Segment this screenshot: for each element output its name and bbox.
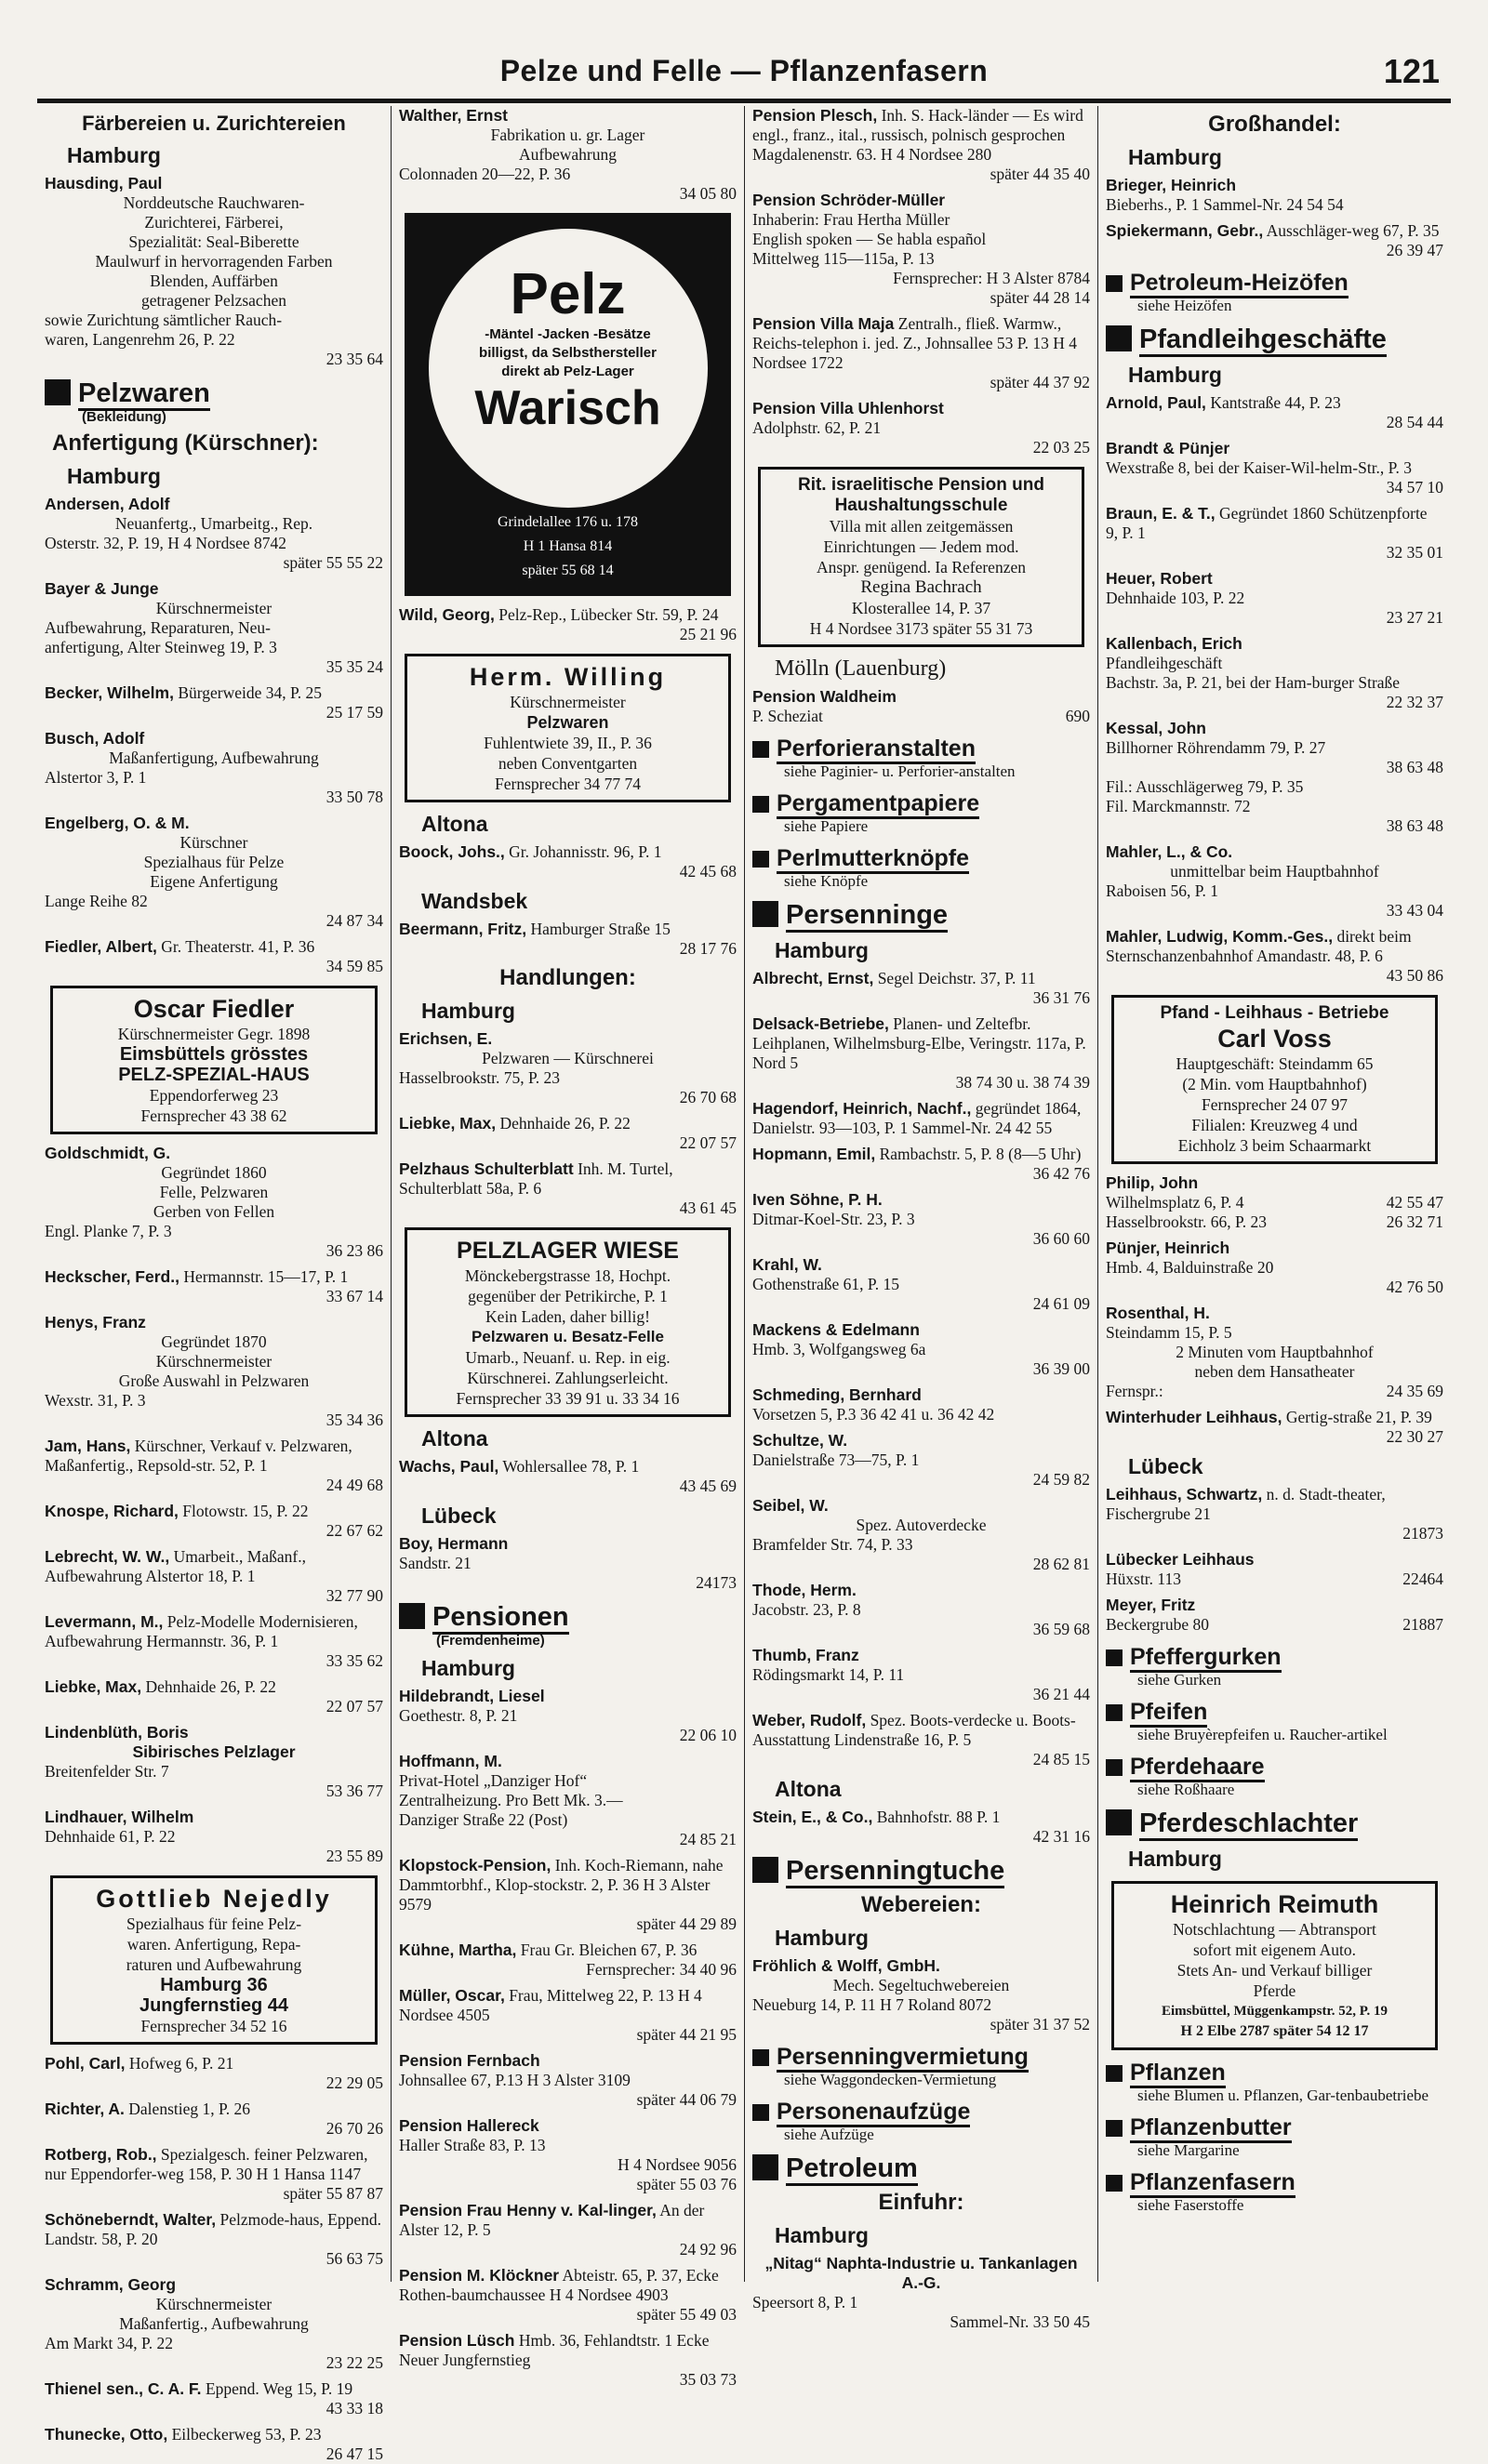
list-item: „Nitag“ Naphta-Industrie u. Tankanlagen A.-G. Speersort 8, P. 1 Sammel-Nr. 33 50 45 [752,2254,1090,2331]
section-header: Persenninge [752,900,1090,931]
section-header: Persenningvermietung siehe Waggondecken-Vermietung [752,2044,1090,2089]
advert-israelitische-pension: Rit. israelitische Pension und Haushaltungsschule Villa mit allen zeitgemässen Einrichtungen — Jedem mod. Anspr. genügend. Ia Referenzen Regina Bachrach Klosterallee 14, P. 37 H 4 Nordsee 3173 später 55 31 73 [758,467,1084,647]
city-heading: Lübeck [1128,1454,1203,1478]
list-item: Henys, Franz Gegründet 1870 Kürschnermeister Große Auswahl in Pelzwaren Wexstr. 31, P. 3 35 34 36 [45,1313,383,1429]
list-item: Beermann, Fritz, Hamburger Straße 15 28 17 76 [399,920,737,958]
list-item: Weber, Rudolf, Spez. Boots-verdecke u. Boots-Ausstattung Lindenstraße 16, P. 5 24 85 15 [752,1711,1090,1769]
list-item: Richter, A. Dalenstieg 1, P. 26 26 70 26 [45,2100,383,2138]
list-item: Liebke, Max, Dehnhaide 26, P. 22 22 07 57 [45,1677,383,1716]
list-item: Brieger, Heinrich Bieberhs., P. 1 Sammel-Nr. 24 54 54 [1106,176,1344,214]
section-header: Pergamentpapiere siehe Papiere [752,790,1090,836]
list-item: Hildebrandt, Liesel Goethestr. 8, P. 21 22 06 10 [399,1687,737,1744]
advert-oscar-fiedler: Oscar Fiedler Kürschnermeister Gegr. 1898 Eimsbüttels grösstes PELZ-SPEZIAL-HAUS Eppendorferweg 23 Fernsprecher 43 38 62 [50,986,378,1134]
list-item: Busch, Adolf Maßanfertigung, Aufbewahrung Alstertor 3, P. 1 33 50 78 [45,729,383,806]
list-item: Jam, Hans, Kürschner, Verkauf v. Pelzwaren, Maßanfertig., Repsold-str. 52, P. 1 24 49 68 [45,1437,383,1494]
list-item: Krahl, W. Gothenstraße 61, P. 15 24 61 09 [752,1255,1090,1313]
column-1 [37,106,391,2463]
section-header: Petroleum-Heizöfen siehe Heizöfen [1106,270,1443,315]
list-item: Rotberg, Rob., Spezialgesch. feiner Pelzwaren, nur Eppendorfer-weg 158, P. 30 H 1 Hansa 1147 später 55 87 87 [45,2145,383,2203]
list-item: Stein, E., & Co., Bahnhofstr. 88 P. 1 42 31 16 [752,1808,1090,1846]
section-header: Persenningtuche [752,1856,1090,1887]
list-item: Pension Villa Uhlenhorst Adolphstr. 62, P. 21 22 03 25 [752,399,1090,457]
advert-herm-willing: Herm. Willing Kürschnermeister Pelzwaren Fuhlentwiete 39, II., P. 36 neben Conventgarten Fernsprecher 34 77 74 [405,654,731,802]
list-item: Seibel, W. Spez. Autoverdecke Bramfelder Str. 74, P. 33 28 62 81 [752,1496,1090,1573]
city-heading: Altona [775,1777,842,1801]
section-header: Perlmutterknöpfe siehe Knöpfe [752,845,1090,891]
list-item: Walther, Ernst Fabrikation u. gr. Lager Aufbewahrung Colonnaden 20—22, P. 36 34 05 80 [399,106,737,203]
list-item: Liebke, Max, Dehnhaide 26, P. 22 22 07 57 [399,1114,737,1152]
list-item: Erichsen, E. Pelzwaren — Kürschnerei Hasselbrookstr. 75, P. 23 26 70 68 [399,1029,737,1106]
list-item: Lebrecht, W. W., Umarbeit., Maßanf., Aufbewahrung Alstertor 18, P. 1 32 77 90 [45,1547,383,1605]
section-header: Pelzwaren (Bekleidung) [45,378,383,425]
list-item: Leihhaus, Schwartz, n. d. Stadt-theater, Fischergrube 21 21873 [1106,1485,1443,1543]
list-item: Mackens & Edelmann Hmb. 3, Wolfgangsweg 6a 36 39 00 [752,1320,1090,1378]
list-item: Rosenthal, H. Steindamm 15, P. 5 2 Minuten vom Hauptbahnhof neben dem Hansatheater Fernspr.: 24 35 69 [1106,1304,1443,1400]
advert-carl-voss: Pfand - Leihhaus - Betriebe Carl Voss Hauptgeschäft: Steindamm 65 (2 Min. vom Hauptbahnhof) Fernsprecher 24 07 97 Filialen: Kreuzweg 4 und Eichholz 3 beim Schaarmarkt [1111,995,1438,1164]
list-item: Lindhauer, Wilhelm Dehnhaide 61, P. 22 23 55 89 [45,1808,383,1865]
list-item: Mahler, Ludwig, Komm.-Ges., direkt beim Sternschanzenbahnhof Amandastr. 48, P. 6 43 50 86 [1106,927,1443,985]
column-2 [391,106,744,2389]
list-item: Spiekermann, Gebr., Ausschläger-weg 67, P. 35 26 39 47 [1106,221,1443,259]
city-heading: Altona [421,1426,488,1451]
advert-heinrich-reimuth: Heinrich Reimuth Notschlachtung — Abtransport sofort mit eigenem Auto. Stets An- und Verkauf billiger Pferde Eimsbüttel, Müggenkampstr. 52, P. 19 H 2 Elbe 2787 später 54 12 17 [1111,1881,1438,2050]
list-item: Braun, E. & T., Gegründet 1860 Schützenpforte 9, P. 1 32 35 01 [1106,504,1443,562]
list-item: Schöneberndt, Walter, Pelzmode-haus, Eppend. Landstr. 58, P. 20 56 63 75 [45,2210,383,2268]
subheading: Einfuhr: [878,2190,964,2215]
section-header: Pfandleihgeschäfte [1106,325,1443,355]
list-item: Pension Schröder-Müller Inhaberin: Frau Hertha Müller English spoken — Se habla español Mittelweg 115—115a, P. 13 Fernsprecher: H 3 Alster 8784 später 44 28 14 [752,191,1090,307]
section-header: Personenaufzüge siehe Aufzüge [752,2099,1090,2144]
list-item: Boy, Hermann Sandstr. 21 24173 [399,1534,737,1592]
list-item: Kallenbach, Erich Pfandleihgeschäft Bachstr. 3a, P. 21, bei der Ham-burger Straße 22 32 37 [1106,634,1443,711]
list-item: Pension Fernbach Johnsallee 67, P.13 H 3 Alster 3109 später 44 06 79 [399,2051,737,2109]
list-item: Andersen, Adolf Neuanfertg., Umarbeitg., Rep. Osterstr. 32, P. 19, H 4 Nordsee 8742 später 55 55 22 [45,495,383,572]
list-item: Pension Lüsch Hmb. 36, Fehlandtstr. 1 Ecke Neuer Jungfernstieg 35 03 73 [399,2331,737,2389]
list-item: Pension Waldheim P. Scheziat 690 [752,687,1090,725]
subheading: Großhandel: [1208,112,1341,137]
list-item: Hausding, Paul Norddeutsche Rauchwaren- Zurichterei, Färberei, Spezialität: Seal-Biberette Maulwurf in hervorragenden Farben Blenden, Auffärben getragener Pelzsachen sowie Zurichtung sämtlicher Rauch- waren, Langenrehm 26, P. 22 23 35 64 [45,174,383,368]
list-item: Boock, Johs., Gr. Johannisstr. 96, P. 1 42 45 68 [399,842,737,881]
directory-page [37,46,1451,2463]
list-item: Thumb, Franz Rödingsmarkt 14, P. 11 36 21 44 [752,1646,1090,1703]
city-heading: Hamburg [1128,1847,1222,1871]
list-item: Fröhlich & Wolff, GmbH. Mech. Segeltuchwebereien Neueburg 14, P. 11 H 7 Roland 8072 später 31 37 52 [752,1956,1090,2033]
column-3 [744,106,1097,2331]
list-item: Levermann, M., Pelz-Modelle Modernisieren, Aufbewahrung Hermannstr. 36, P. 1 33 35 62 [45,1612,383,1670]
section-header: Pflanzenfasern siehe Faserstoffe [1106,2169,1443,2215]
list-item: Iven Söhne, P. H. Ditmar-Koel-Str. 23, P. 3 36 60 60 [752,1190,1090,1248]
list-item: Meyer, Fritz Beckergrube 80 21887 [1106,1596,1443,1634]
list-item: Hagendorf, Heinrich, Nachf., gegründet 1864, Danielstr. 93—103, P. 1 Sammel-Nr. 24 42 55 [752,1099,1082,1137]
section-header: Pensionen (Fremdenheime) [399,1602,737,1649]
list-item: Pension Hallereck Haller Straße 83, P. 13 H 4 Nordsee 9056 später 55 03 76 [399,2116,737,2193]
city-heading: Wandsbek [421,889,528,913]
advert-pelz-warisch: Pelz -Mäntel -Jacken -Besätze billigst, da Selbsthersteller direkt ab Pelz-Lager Warisch Grindelallee 176 u. 178 H 1 Hansa 814 später 55 68 14 [405,213,731,596]
list-item: Schramm, Georg Kürschnermeister Maßanfertig., Aufbewahrung Am Markt 34, P. 22 23 22 25 [45,2275,383,2372]
list-item: Pension Plesch, Inh. S. Hack-länder — Es wird engl., franz., ital., russisch, polnisch gesprochen Magdalenenstr. 63. H 4 Nordsee 280 später 44 35 40 [752,106,1090,183]
city-heading: Hamburg [775,2223,869,2247]
list-item: Mahler, L., & Co. unmittelbar beim Hauptbahnhof Raboisen 56, P. 1 33 43 04 [1106,842,1443,920]
city-heading: Altona [421,812,488,836]
list-item: Pension Frau Henny v. Kal-linger, An der Alster 12, P. 5 24 92 96 [399,2201,737,2259]
list-item: Delsack-Betriebe, Planen- und Zeltefbr. Leihplanen, Wilhelmsburg-Elbe, Veringstr. 117a, P. Nord 5 38 74 30 u. 38 74 39 [752,1014,1090,1092]
list-item: Lübecker Leihhaus Hüxstr. 113 22464 [1106,1550,1443,1588]
city-heading: Mölln (Lauenburg) [775,656,947,681]
list-item: Pension Villa Maja Zentralh., fließ. Warmw., Reichs-telephon i. jed. Z., Johnsallee 53 P. 13 H 4 Nordsee 1722 später 44 37 92 [752,314,1090,391]
city-heading: Hamburg [775,938,869,962]
list-item: Engelberg, O. & M. Kürschner Spezialhaus für Pelze Eigene Anfertigung Lange Reihe 82 24 87 34 [45,814,383,930]
section-header: Perforieranstalten siehe Paginier- u. Perforier-anstalten [752,735,1090,781]
list-item: Pünjer, Heinrich Hmb. 4, Balduinstraße 20 42 76 50 [1106,1239,1443,1296]
section-header: Pfeifen siehe Bruyèrepfeifen u. Raucher-artikel [1106,1699,1443,1744]
list-item: Arnold, Paul, Kantstraße 44, P. 23 28 54 44 [1106,393,1443,431]
list-item: Heuer, Robert Dehnhaide 103, P. 22 23 27 21 [1106,569,1443,627]
section-title: Färbereien u. Zurichtereien [82,112,346,135]
list-item: Pension M. Klöckner Abteistr. 65, P. 37, Ecke Rothen-baumchaussee H 4 Nordsee 4903 später 55 49 03 [399,2266,737,2324]
city-heading: Hamburg [1128,145,1222,169]
page-number: 121 [1383,52,1440,90]
section-header: Pfeffergurken siehe Gurken [1106,1644,1443,1689]
list-item: Pelzhaus Schulterblatt Inh. M. Turtel, Schulterblatt 58a, P. 6 43 61 45 [399,1159,737,1217]
page-title: Pelze und Felle — Pflanzenfasern [499,54,989,87]
list-item: Pohl, Carl, Hofweg 6, P. 21 22 29 05 [45,2054,383,2092]
list-item: Hoffmann, M. Privat-Hotel „Danziger Hof“ Zentralheizung. Pro Bett Mk. 3.— Danziger Straße 22 (Post) 24 85 21 [399,1752,737,1848]
page-header [37,46,1451,103]
subheading: Handlungen: [499,965,636,990]
list-item: Fiedler, Albert, Gr. Theaterstr. 41, P. 36 34 59 85 [45,937,383,975]
subheading: Anfertigung (Kürschner): [52,431,319,456]
list-item: Knospe, Richard, Flotowstr. 15, P. 22 22 67 62 [45,1502,383,1540]
subheading: Webereien: [861,1892,981,1917]
list-item: Heckscher, Ferd., Hermannstr. 15—17, P. 1 33 67 14 [45,1267,383,1305]
section-header: Pflanzen siehe Blumen u. Pflanzen, Gar-tenbaubetriebe [1106,2060,1443,2105]
section-header: Petroleum [752,2153,1090,2184]
list-item: Lindenblüth, Boris Sibirisches Pelzlager Breitenfelder Str. 7 53 36 77 [45,1723,383,1800]
city-heading: Hamburg [421,999,515,1023]
city-heading: Lübeck [421,1504,497,1528]
list-item: Bayer & Junge Kürschnermeister Aufbewahrung, Reparaturen, Neu- anfertigung, Alter Steinweg 19, P. 3 35 35 24 [45,579,383,676]
list-item: Philip, John Wilhelmsplatz 6, P. 4 42 55 47 Hasselbrookstr. 66, P. 23 26 32 71 [1106,1173,1443,1231]
section-header: Pflanzenbutter siehe Margarine [1106,2114,1443,2160]
section-header: Pferdehaare siehe Roßhaare [1106,1754,1443,1799]
city-heading: Hamburg [67,143,161,167]
advert-gottlieb-nejedly: Gottlieb Nejedly Spezialhaus für feine Pelz- waren. Anfertigung, Repa- raturen und Aufbewahrung Hamburg 36 Jungfernstieg 44 Fernsprecher 34 52 16 [50,1875,378,2045]
list-item: Müller, Oscar, Frau, Mittelweg 22, P. 13 H 4 Nordsee 4505 später 44 21 95 [399,1986,737,2044]
city-heading: Hamburg [775,1926,869,1950]
advert-circle: Pelz -Mäntel -Jacken -Besätze billigst, da Selbsthersteller direkt ab Pelz-Lager Warisch [429,229,708,508]
column-4 [1097,106,1451,2282]
list-item: Hopmann, Emil, Rambachstr. 5, P. 8 (8—5 Uhr) 36 42 76 [752,1145,1090,1183]
list-item: Schmeding, Bernhard Vorsetzen 5, P.3 36 42 41 u. 36 42 42 [752,1385,995,1424]
advert-pelzlager-wiese: PELZLAGER WIESE Mönckebergstrasse 18, Hochpt. gegenüber der Petrikirche, P. 1 Kein Laden, daher billig! Pelzwaren u. Besatz-Felle Umarb., Neuanf. u. Rep. in eig. Kürschnerei. Zahlungserleicht. Fernsprecher 33 39 91 u. 33 34 16 [405,1227,731,1417]
list-item: Thunecke, Otto, Eilbeckerweg 53, P. 23 26 47 15 [45,2425,383,2463]
list-item: Brandt & Pünjer Wexstraße 8, bei der Kaiser-Wil-helm-Str., P. 3 34 57 10 [1106,439,1443,497]
city-heading: Hamburg [421,1656,515,1680]
list-item: Kessal, John Billhorner Röhrendamm 79, P. 27 38 63 48 Fil.: Ausschlägerweg 79, P. 35 Fil. Marckmannstr. 72 38 63 48 [1106,719,1443,835]
list-item: Thienel sen., C. A. F. Eppend. Weg 15, P. 19 43 33 18 [45,2379,383,2418]
list-item: Winterhuder Leihhaus, Gertig-straße 21, P. 39 22 30 27 [1106,1408,1443,1446]
list-item: Kühne, Martha, Frau Gr. Bleichen 67, P. 36 Fernsprecher: 34 40 96 [399,1941,737,1979]
list-item: Goldschmidt, G. Gegründet 1860 Felle, Pelzwaren Gerben von Fellen Engl. Planke 7, P. 3 36 23 86 [45,1144,383,1260]
list-item: Wild, Georg, Pelz-Rep., Lübecker Str. 59, P. 24 25 21 96 [399,605,737,643]
list-item: Klopstock-Pension, Inh. Koch-Riemann, nahe Dammtorbhf., Klop-stockstr. 2, P. 36 H 3 Alster 9579 später 44 29 89 [399,1856,737,1933]
list-item: Wachs, Paul, Wohlersallee 78, P. 1 43 45 69 [399,1457,737,1495]
city-heading: Hamburg [1128,363,1222,387]
list-item: Albrecht, Ernst, Segel Deichstr. 37, P. 11 36 31 76 [752,969,1090,1007]
list-item: Becker, Wilhelm, Bürgerweide 34, P. 25 25 17 59 [45,683,383,722]
list-item: Schultze, W. Danielstraße 73—75, P. 1 24 59 82 [752,1431,1090,1489]
list-item: Thode, Herm. Jacobstr. 23, P. 8 36 59 68 [752,1581,1090,1638]
city-heading: Hamburg [67,464,161,488]
section-header: Pferdeschlachter [1106,1808,1443,1839]
